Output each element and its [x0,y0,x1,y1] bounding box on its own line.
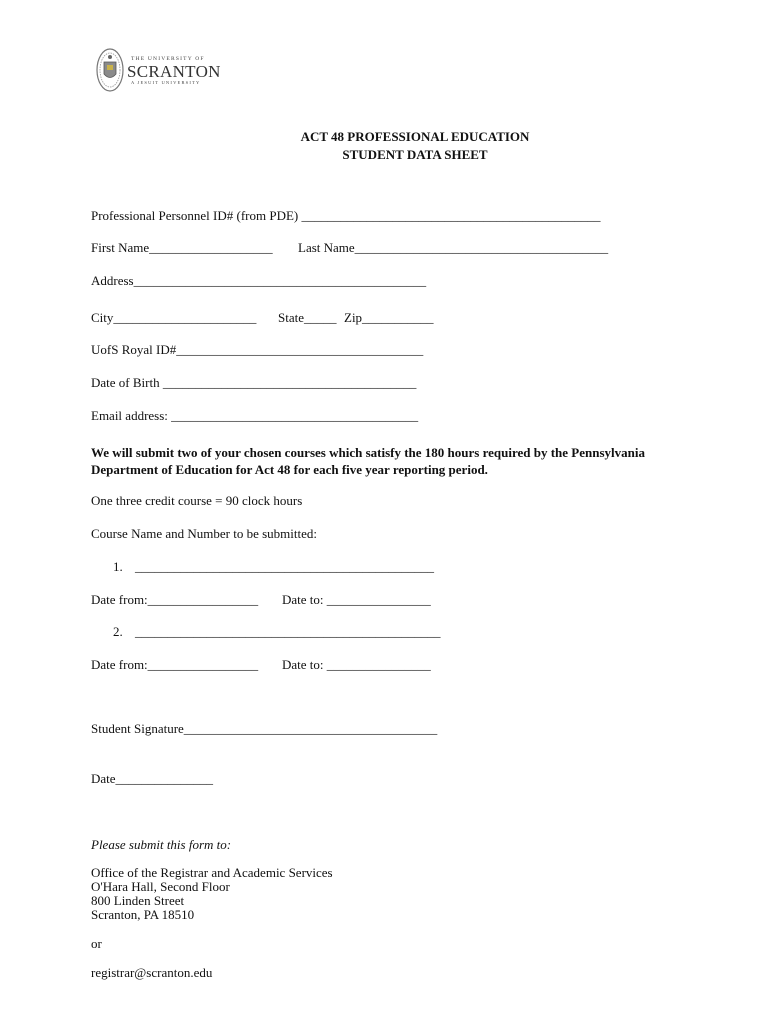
first-name-field[interactable]: First Name___________________ [91,240,273,255]
course-2-date-to-field[interactable]: Date to: ________________ [282,657,431,672]
form-title-line2: STUDENT DATA SHEET [342,147,488,162]
address-line-office: Office of the Registrar and Academic Services [91,865,333,880]
form-title-line1: ACT 48 PROFESSIONAL EDUCATION [300,129,530,144]
course-2-number: 2. [113,624,123,639]
course-1-name-field[interactable]: ______________________________________________ [135,559,434,574]
logo-line-jesuit: A JESUIT UNIVERSITY [131,80,201,85]
registrar-email-link[interactable]: registrar@scranton.edu [91,965,213,980]
zip-field[interactable]: Zip___________ [344,310,434,325]
email-field[interactable]: Email address: ______________________________________ [91,408,419,423]
personnel-id-field[interactable]: Professional Personnel ID# (from PDE) ______________________________________________ [91,208,601,223]
logo-line-university-of: THE UNIVERSITY OF [131,56,205,62]
logo-name: SCRANTON [127,62,221,81]
notice-line2: Department of Education for Act 48 for each five year reporting period. [91,462,488,477]
course-2-date-from-field[interactable]: Date from:_________________ [91,657,259,672]
credit-note: One three credit course = 90 clock hours [91,493,303,508]
address-line-street: 800 Linden Street [91,893,185,908]
state-field[interactable]: State_____ [278,310,337,325]
or-text: or [91,936,102,951]
signature-date-field[interactable]: Date_______________ [91,771,214,786]
university-seal-icon [95,46,125,94]
city-field[interactable]: City______________________ [91,310,257,325]
address-field[interactable]: Address_____________________________________________ [91,273,427,288]
submit-heading: Please submit this form to: [91,837,232,852]
university-logo [95,46,221,94]
course-1-date-to-field[interactable]: Date to: ________________ [282,592,431,607]
royal-id-field[interactable]: UofS Royal ID#______________________________________ [91,342,424,357]
notice-line1: We will submit two of your chosen courses which satisfy the 180 hours required by the Pennsylvania [91,445,645,460]
course-heading: Course Name and Number to be submitted: [91,526,318,541]
course-2-name-field[interactable]: _______________________________________________ [135,624,441,639]
last-name-field[interactable]: Last Name_______________________________________ [298,240,609,255]
course-1-number: 1. [113,559,123,574]
address-line-city: Scranton, PA 18510 [91,907,195,922]
date-of-birth-field[interactable]: Date of Birth _______________________________________ [91,375,417,390]
address-line-hall: O'Hara Hall, Second Floor [91,879,230,894]
course-1-date-from-field[interactable]: Date from:_________________ [91,592,259,607]
student-signature-field[interactable]: Student Signature_______________________________________ [91,721,438,736]
registrar-address [91,866,333,922]
